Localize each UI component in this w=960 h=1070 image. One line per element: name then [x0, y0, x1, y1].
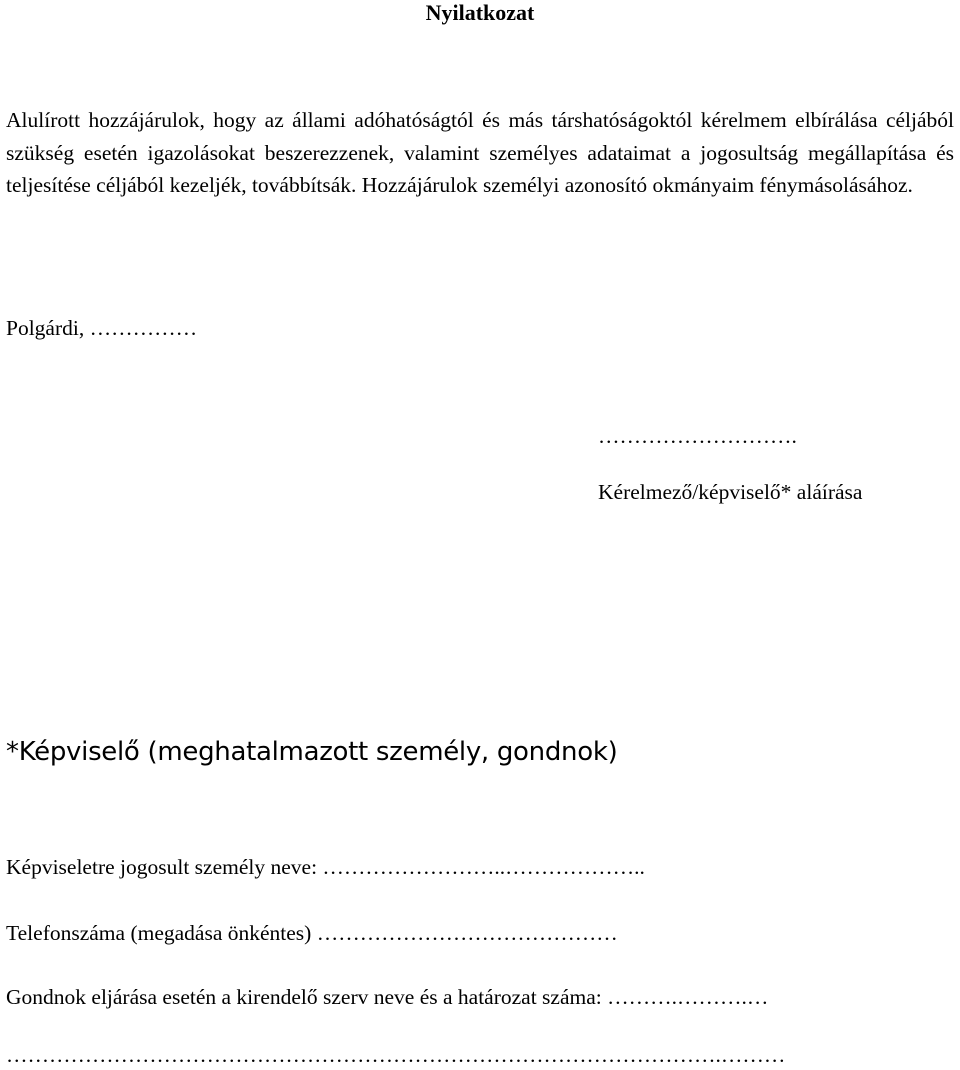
- signature-line: ……………………….: [598, 424, 797, 448]
- guardian-authority-field: Gondnok eljárása esetén a kirendelő szerv neve és a határozat száma: ……….……….…: [6, 985, 769, 1009]
- document-title: Nyilatkozat: [425, 0, 535, 25]
- continuation-dots-line: ……………………………………………………………………………………….………: [6, 1043, 786, 1067]
- signature-label: Kérelmező/képviselő* aláírása: [598, 480, 863, 504]
- representative-name-field: Képviseletre jogosult személy neve: ……………………..………………..: [6, 855, 645, 879]
- declaration-paragraph: Alulírott hozzájárulok, hogy az állami adóhatóságtól és más társhatóságoktól kérelmem elbírálása céljából szükség esetén igazolásokat beszerezzenek, valamint személyes adataimat a jogosultság megállapítása és teljesítése céljából kezeljék, továbbítsák. Hozzájárulok személyi azonosító okmányaim fénymásolásához.: [6, 108, 954, 197]
- place-date-line: Polgárdi, ……………: [6, 316, 198, 340]
- representative-heading: *Képviselő (meghatalmazott személy, gondnok): [6, 737, 618, 767]
- phone-field: Telefonszáma (megadása önkéntes) ……………………………………: [6, 921, 618, 945]
